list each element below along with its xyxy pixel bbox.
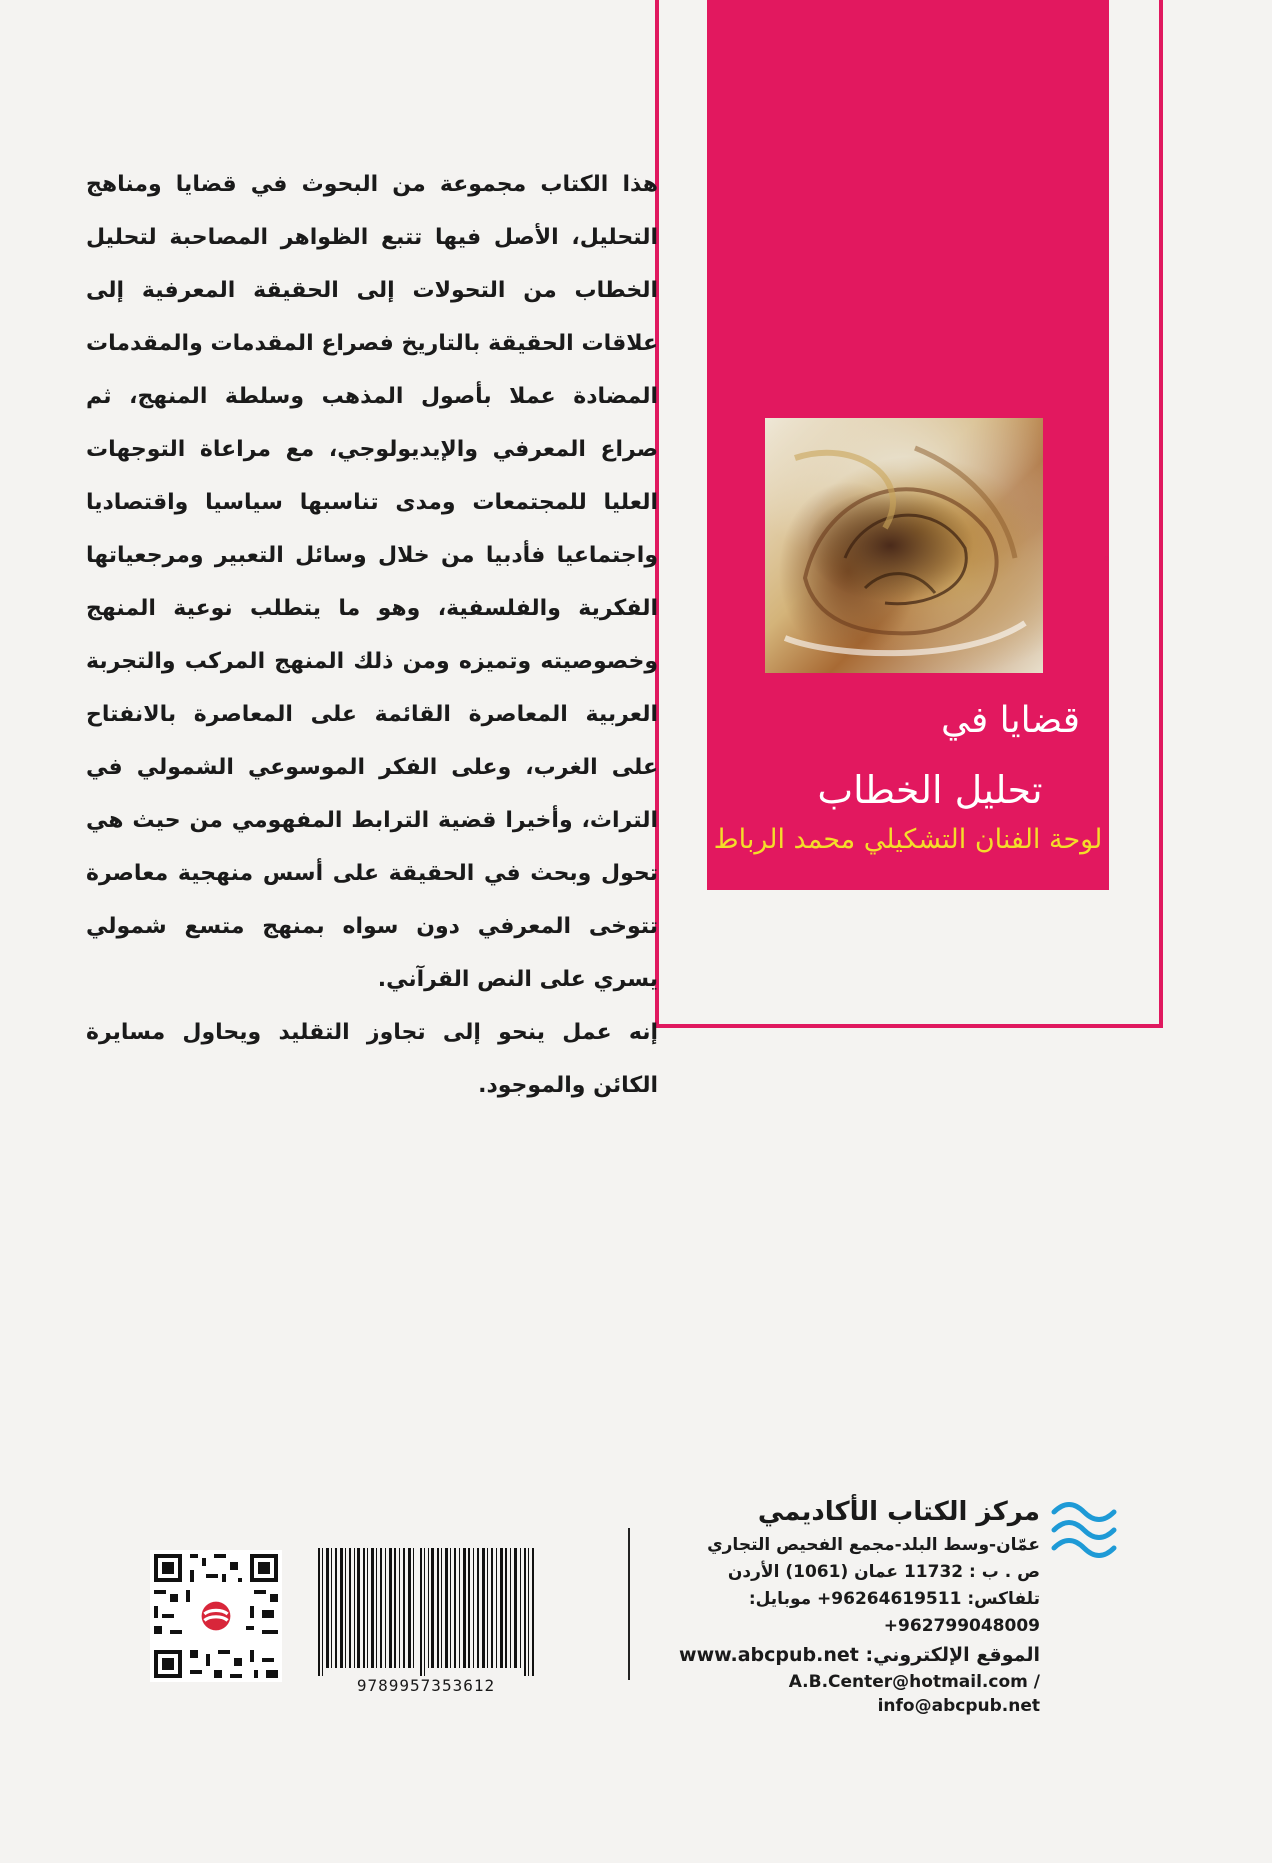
qr-code[interactable] xyxy=(150,1550,282,1682)
website-label: الموقع الإلكتروني: xyxy=(865,1644,1040,1666)
publisher-website-row xyxy=(628,1640,1040,1670)
publisher-address: عمّان-وسط البلد-مجمع الفحيص التجاري xyxy=(707,1535,1040,1555)
publisher-name: مركز الكتاب الأكاديمي xyxy=(757,1497,1040,1527)
waves-icon xyxy=(1050,1500,1118,1570)
website-link[interactable]: www.abcpub.net xyxy=(679,1644,859,1666)
decorative-dot xyxy=(1104,556,1109,561)
blurb-paragraph-2: إنه عمل ينحو إلى تجاوز التقليد ويحاول مسايرة الكائن والموجود. xyxy=(86,1020,658,1098)
isbn-number: 9789957353612 xyxy=(356,1676,496,1695)
blurb-text xyxy=(86,158,658,1112)
panel-title-line1: قضايا في xyxy=(940,700,1080,741)
blurb-paragraph-1: هذا الكتاب مجموعة من البحوث في قضايا ومناهج التحليل، الأصل فيها تتبع الظواهر المصاحبة لتحليل الخطاب من التحولات إلى الحقيقة المعرفية إلى علاقات الحقيقة بالتاريخ فصراع المقدمات والمقدمات المضادة عملا بأصول المذهب وسلطة المنهج، ثم صراع المعرفي والإيديولوجي، مع مراعاة التوجهات العليا للمجتمعات ومدى تناسبها سياسيا واقتصاديا واجتماعيا فأدبيا من خلال وسائل التعبير ومرجعياتها الفكرية والفلسفية، وهو ما يتطلب نوعية المنهج وخصوصيته وتميزه ومن ذلك المنهج المركب والتجربة العربية المعاصرة القائمة على المعاصرة بالانفتاح على الغرب، وعلى الفكر الموسوعي الشمولي في التراث، وأخيرا قضية الترابط المفهومي من حيث هي تحول وبحث في الحقيقة على أسس منهجية معاصرة تتوخى المعرفي دون سواه بمنهج متسع شمولي يسري على النص القرآني. xyxy=(86,172,658,992)
cover-painting xyxy=(765,418,1043,673)
publisher-phones: تلفاكس: 96264619511+ موبايل: 962799048009+ xyxy=(748,1589,1040,1636)
publisher-info xyxy=(628,1492,1040,1718)
publisher-emails: A.B.Center@hotmail.com / info@abcpub.net xyxy=(788,1672,1040,1716)
painting-caption: لوحة الفنان التشكيلي محمد الرباط xyxy=(713,824,1103,855)
panel-title-line2: تحليل الخطاب xyxy=(817,768,1043,812)
publisher-pobox: ص . ب : 11732 عمان (1061) الأردن xyxy=(727,1562,1040,1582)
divider-line xyxy=(628,1528,630,1680)
barcode xyxy=(316,1548,536,1676)
